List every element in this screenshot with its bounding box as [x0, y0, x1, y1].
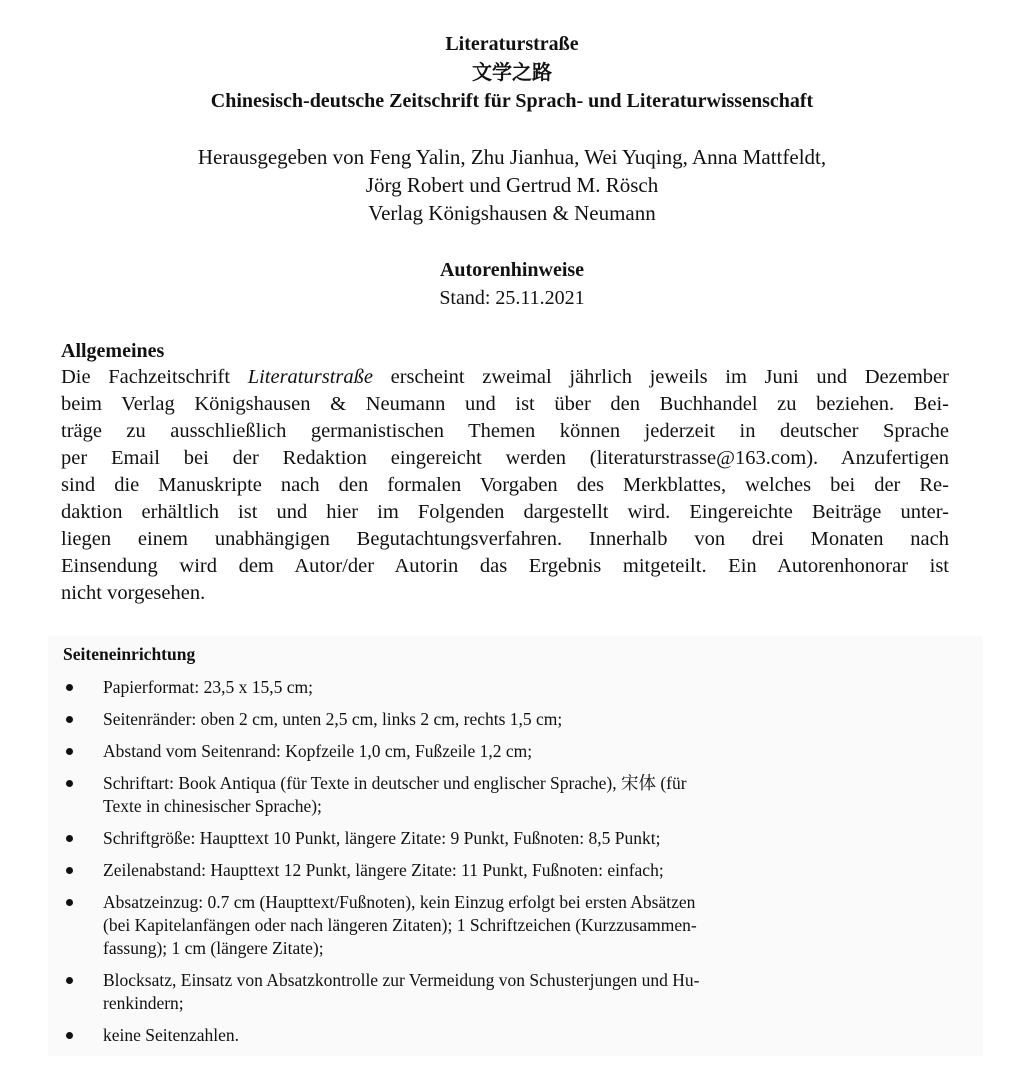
page-setup-list: [63, 676, 863, 1056]
journal-title-italic: Literaturstraße: [247, 366, 373, 388]
list-item-text: fassung); 1 cm (längere Zitate);: [103, 938, 324, 958]
journal-title-chinese: 文学之路: [472, 60, 552, 84]
list-item-text: Schriftgröße: Haupttext 10 Punkt, längere Zitate: 9 Punkt, Fußnoten: 8,5 Punkt;: [103, 828, 661, 848]
general-paragraph: [61, 364, 949, 607]
list-item-text: Zeilenabstand: Haupttext 12 Punkt, längere Zitate: 11 Punkt, Fußnoten: einfach;: [103, 860, 664, 880]
paragraph-line: liegen einem unabhängigen Begutachtungsverfahren. Innerhalb von drei Monaten nach: [61, 528, 949, 550]
editors-line-1: Herausgegeben von Feng Yalin, Zhu Jianhua, Wei Yuqing, Anna Mattfeldt,: [197, 145, 827, 169]
list-item-text: Schriftart: Book Antiqua (für Texte in deutscher und englischer Sprache), 宋体 (für: [103, 773, 687, 793]
journal-header: [0, 30, 1024, 116]
bullet-icon: [66, 1032, 73, 1039]
bullet-icon: [66, 684, 73, 691]
general-section: [61, 338, 949, 607]
bullet-icon: [66, 899, 73, 906]
list-item-text: Papierformat: 23,5 x 15,5 cm;: [103, 677, 313, 697]
list-item: [63, 859, 863, 882]
paragraph-line: Einsendung wird dem Autor/der Autorin das Ergebnis mitgeteilt. Ein Autorenhonorar ist: [61, 555, 949, 577]
bullet-icon: [66, 748, 73, 755]
editors-block: [0, 143, 1024, 227]
bullet-icon: [66, 780, 73, 787]
list-item: [63, 969, 863, 1015]
bullet-icon: [66, 835, 73, 842]
notes-date: Stand: 25.11.2021: [439, 287, 585, 309]
author-notes-heading: Autorenhinweise: [439, 259, 585, 281]
paragraph-line: daktion erhältlich ist und hier im Folgenden dargestellt wird. Eingereichte Beiträge unter-: [61, 501, 949, 523]
list-item-text: Abstand vom Seitenrand: Kopfzeile 1,0 cm, Fußzeile 1,2 cm;: [103, 741, 533, 761]
list-item-text: Blocksatz, Einsatz von Absatzkontrolle zur Vermeidung von Schusterjungen und Hu-: [103, 970, 700, 990]
list-item-text: Seitenränder: oben 2 cm, unten 2,5 cm, links 2 cm, rechts 1,5 cm;: [103, 709, 563, 729]
paragraph-line: träge zu ausschließlich germanistischen Themen können jederzeit in deutscher Sprache: [61, 420, 949, 442]
paragraph-line: beim Verlag Königshausen & Neumann und ist über den Buchhandel zu beziehen. Bei-: [61, 393, 949, 415]
list-item: [63, 740, 863, 763]
journal-title: Literaturstraße: [445, 33, 579, 55]
list-item: [63, 708, 863, 731]
list-item-text: keine Seitenzahlen.: [103, 1025, 240, 1045]
general-heading: Allgemeines: [61, 340, 165, 362]
bullet-icon: [66, 977, 73, 984]
list-item: [63, 891, 863, 960]
paragraph-line: nicht vorgesehen.: [61, 582, 206, 604]
list-item-text: Absatzeinzug: 0.7 cm (Haupttext/Fußnoten), kein Einzug erfolgt bei ersten Absätzen: [103, 892, 696, 912]
publisher-line: Verlag Königshausen & Neumann: [368, 201, 656, 225]
paragraph-line: [61, 364, 949, 391]
author-notes-heading-block: [0, 256, 1024, 312]
list-item-text: Texte in chinesischer Sprache);: [103, 796, 322, 816]
page-setup-box: [48, 636, 983, 1056]
page-setup-heading: Seiteneinrichtung: [63, 644, 196, 664]
list-item: [63, 1024, 863, 1047]
bullet-icon: [66, 716, 73, 723]
bullet-icon: [66, 867, 73, 874]
list-item-text: (bei Kapitelanfängen oder nach längeren Zitaten); 1 Schriftzeichen (Kurzzusammen-: [103, 915, 697, 935]
list-item: [63, 772, 863, 818]
line-text: Die Fachzeitschrift: [61, 366, 248, 388]
list-item: [63, 676, 863, 699]
editors-line-2: Jörg Robert und Gertrud M. Rösch: [365, 173, 659, 197]
list-item-text: renkindern;: [103, 993, 184, 1013]
journal-subtitle: Chinesisch-deutsche Zeitschrift für Sprach- und Literaturwissenschaft: [210, 90, 814, 112]
line-text: erscheint zweimal jährlich jeweils im Juni und Dezember: [372, 366, 949, 388]
paragraph-line: per Email bei der Redaktion eingereicht werden (literaturstrasse@163.com). Anzufertigen: [61, 447, 949, 469]
paragraph-line: sind die Manuskripte nach den formalen Vorgaben des Merkblattes, welches bei der Re-: [61, 474, 949, 496]
list-item: [63, 827, 863, 850]
